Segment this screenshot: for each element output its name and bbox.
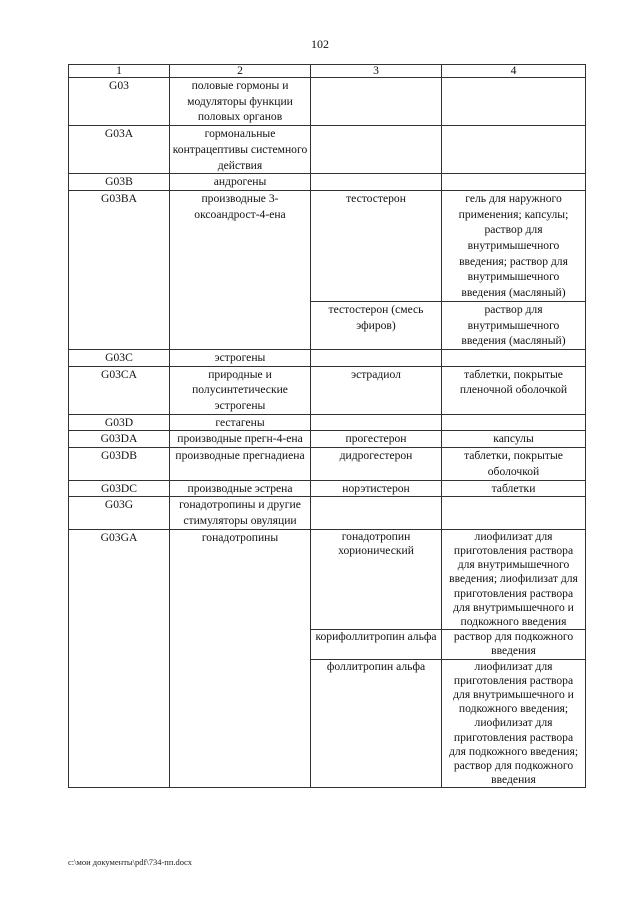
group-cell: гормональные контрацептивы системного действия [170,126,311,174]
form-cell: капсулы [442,431,586,448]
drug-cell [311,126,442,174]
drug-cell: норэтистерон [311,480,442,497]
drug-cell: прогестерон [311,431,442,448]
form-cell: таблетки, покрытые пленочной оболочкой [442,366,586,414]
table-row [69,414,586,431]
atc-code-cell: G03D [69,414,170,431]
form-cell: таблетки, покрытые оболочкой [442,448,586,480]
table-row [69,431,586,448]
form-cell [442,349,586,366]
column-header: 1 [69,65,170,78]
drug-cell: тестостерон (смесь эфиров) [311,301,442,349]
form-cell: лиофилизат для приготовления раствора для внутримышечного введения; лиофилизат для приготовления раствора для внутримышечного и подкожного введения [442,529,586,629]
group-cell: гонадотропины и другие стимуляторы овуляции [170,497,311,529]
group-cell: производные прегнадиена [170,448,311,480]
form-cell [442,78,586,126]
column-header: 4 [442,65,586,78]
drug-cell: корифоллитропин альфа [311,630,442,659]
group-cell: производные эстрена [170,480,311,497]
table-row [69,448,586,480]
table-row [69,366,586,414]
drug-cell [311,174,442,191]
group-cell: производные прегн-4-ена [170,431,311,448]
drug-cell: гонадотропин хорионический [311,529,442,629]
drug-cell: эстрадиол [311,366,442,414]
footer-file-path: c:\мои документы\pdf\734-пп.docx [68,857,193,867]
table-row [69,174,586,191]
form-cell [442,174,586,191]
table-row [69,126,586,174]
atc-code-cell: G03G [69,497,170,529]
group-cell: андрогены [170,174,311,191]
form-cell: раствор для внутримышечного введения (масляный) [442,301,586,349]
group-cell: эстрогены [170,349,311,366]
table-row [69,529,586,629]
column-header: 2 [170,65,311,78]
atc-code-cell: G03BA [69,190,170,349]
atc-code-cell: G03 [69,78,170,126]
group-cell: природные и полусинтетические эстрогены [170,366,311,414]
form-cell [442,497,586,529]
drug-cell [311,414,442,431]
table-header-row [69,65,586,78]
table-row [69,349,586,366]
atc-code-cell: G03B [69,174,170,191]
drug-cell: тестостерон [311,190,442,301]
atc-code-cell: G03DC [69,480,170,497]
form-cell [442,126,586,174]
table-row [69,480,586,497]
atc-code-cell: G03CA [69,366,170,414]
drug-cell [311,78,442,126]
table-row [69,497,586,529]
atc-code-cell: G03DB [69,448,170,480]
page-number: 102 [311,37,329,51]
column-header: 3 [311,65,442,78]
drug-cell [311,497,442,529]
form-cell: раствор для подкожного введения [442,630,586,659]
drug-cell: дидрогестерон [311,448,442,480]
atc-code-cell: G03A [69,126,170,174]
group-cell: производные 3-оксоандрост-4-ена [170,190,311,349]
drug-cell [311,349,442,366]
atc-code-cell: G03GA [69,529,170,788]
group-cell: гестагены [170,414,311,431]
group-cell: гонадотропины [170,529,311,788]
table-row [69,78,586,126]
drug-classification-table [68,64,586,788]
form-cell: таблетки [442,480,586,497]
form-cell [442,414,586,431]
form-cell: лиофилизат для приготовления раствора для внутримышечного и подкожного введения; лиофилизат для приготовления раствора для подкожного введения; раствор для подкожного введения [442,659,586,788]
drug-cell: фоллитропин альфа [311,659,442,788]
group-cell: половые гормоны и модуляторы функции половых органов [170,78,311,126]
atc-code-cell: G03DA [69,431,170,448]
form-cell: гель для наружного применения; капсулы; раствор для внутримышечного введения; раствор для внутримышечного введения (масляный) [442,190,586,301]
atc-code-cell: G03C [69,349,170,366]
table-row [69,190,586,301]
